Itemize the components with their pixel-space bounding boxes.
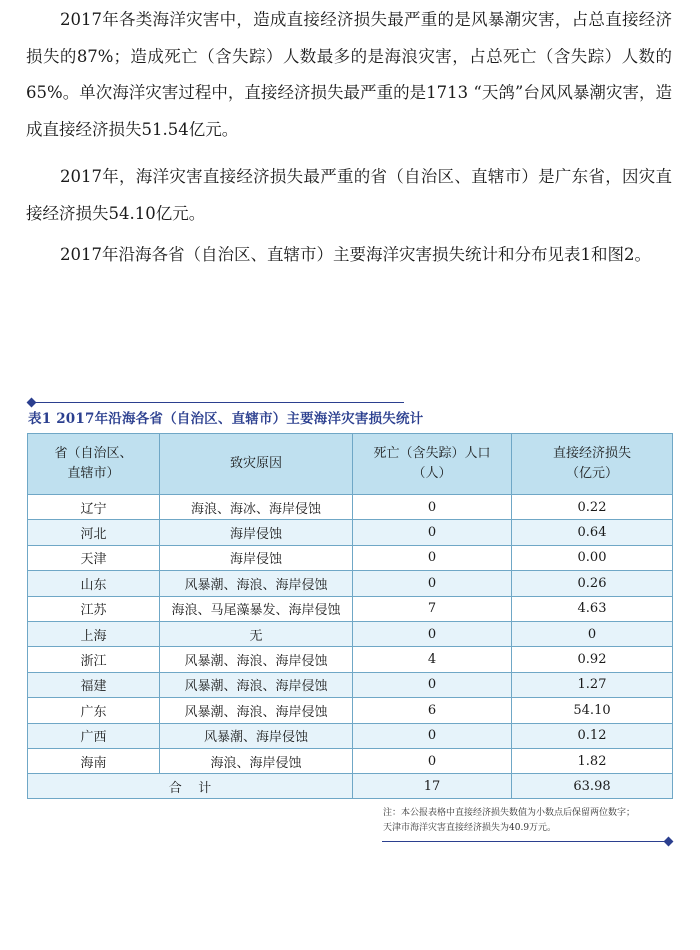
table-row: [28, 571, 673, 596]
cell-cause: 无: [160, 621, 353, 646]
cell-cause: 海浪、海岸侵蚀: [160, 748, 353, 773]
header-province: [28, 434, 160, 495]
cell-province: 浙江: [28, 647, 160, 672]
total-loss: 63.98: [512, 774, 673, 799]
note-line-2: 天津市海洋灾害直接经济损失为40.9万元。: [383, 823, 557, 833]
header-deaths-label: 死亡（含失踪）人口（人）: [373, 446, 491, 481]
table-caption: 表1 2017年沿海各省（自治区、直辖市）主要海洋灾害损失统计: [28, 411, 424, 427]
cell-cause: 风暴潮、海浪、海岸侵蚀: [160, 571, 353, 596]
loss-table: [27, 433, 673, 799]
cell-deaths: 7: [353, 596, 512, 621]
cell-deaths: 0: [353, 621, 512, 646]
total-label: 合 计: [28, 774, 353, 799]
cell-province: 辽宁: [28, 495, 160, 520]
cell-deaths: 0: [353, 672, 512, 697]
cell-province: 上海: [28, 621, 160, 646]
cell-deaths: 6: [353, 698, 512, 723]
table-row: [28, 723, 673, 748]
cell-loss: 0.00: [512, 545, 673, 570]
header-deaths: [353, 434, 512, 495]
cell-deaths: 0: [353, 571, 512, 596]
table-row: [28, 748, 673, 773]
cell-province: 海南: [28, 748, 160, 773]
header-cause: 致灾原因: [160, 434, 353, 495]
note-line-1: 注：本公报表格中直接经济损失数值为小数点后保留两位数字；: [383, 808, 636, 818]
cell-province: 福建: [28, 672, 160, 697]
cell-loss: 0: [512, 621, 673, 646]
cell-province: 广西: [28, 723, 160, 748]
cell-province: 河北: [28, 520, 160, 545]
cell-cause: 海岸侵蚀: [160, 545, 353, 570]
cell-loss: 0.92: [512, 647, 673, 672]
cell-cause: 海岸侵蚀: [160, 520, 353, 545]
cell-cause: 海浪、马尾藻暴发、海岸侵蚀: [160, 596, 353, 621]
cell-deaths: 0: [353, 748, 512, 773]
cell-cause: 风暴潮、海浪、海岸侵蚀: [160, 698, 353, 723]
cell-province: 广东: [28, 698, 160, 723]
cell-loss: 0.12: [512, 723, 673, 748]
body-paragraph-3: 2017年沿海各省（自治区、直辖市）主要海洋灾害损失统计和分布见表1和图2。: [60, 245, 651, 264]
table-row: [28, 596, 673, 621]
cell-loss: 1.27: [512, 672, 673, 697]
cell-loss: 1.82: [512, 748, 673, 773]
cell-cause: 风暴潮、海浪、海岸侵蚀: [160, 672, 353, 697]
table-row: [28, 621, 673, 646]
table-row: [28, 672, 673, 697]
cell-deaths: 4: [353, 647, 512, 672]
body-paragraph-2: 2017年，海洋灾害直接经济损失最严重的省（自治区、直辖市）是广东省，因灾直接经济损失54.10亿元。: [26, 167, 672, 223]
cell-deaths: 0: [353, 723, 512, 748]
table-header-row: [28, 434, 673, 495]
cell-cause: 风暴潮、海岸侵蚀: [160, 723, 353, 748]
cell-loss: 0.64: [512, 520, 673, 545]
cell-province: 山东: [28, 571, 160, 596]
cell-cause: 风暴潮、海浪、海岸侵蚀: [160, 647, 353, 672]
cell-loss: 4.63: [512, 596, 673, 621]
header-loss-label: 直接经济损失（亿元）: [552, 446, 631, 481]
cell-deaths: 0: [353, 520, 512, 545]
table-row: [28, 647, 673, 672]
table-row: [28, 698, 673, 723]
table-row: [28, 545, 673, 570]
cell-deaths: 0: [353, 545, 512, 570]
header-province-label: 省（自治区、直辖市）: [54, 446, 133, 481]
note-diamond-ornament: [664, 837, 674, 847]
caption-rule: [32, 402, 404, 403]
cell-province: 江苏: [28, 596, 160, 621]
header-loss: [512, 434, 673, 495]
cell-cause: 海浪、海冰、海岸侵蚀: [160, 495, 353, 520]
table-total-row: [28, 774, 673, 799]
table-note: [383, 806, 683, 836]
note-rule: [382, 841, 667, 842]
body-paragraph-1: 2017年各类海洋灾害中，造成直接经济损失最严重的是风暴潮灾害，占总直接经济损失的87%；造成死亡（含失踪）人数最多的是海浪灾害，占总死亡（含失踪）人数的65%。单次海洋灾害过程中，直接经济损失最严重的是1713 “天鸽”台风风暴潮灾害，造成直接经济损失51.54亿元。: [26, 10, 672, 139]
cell-loss: 0.22: [512, 495, 673, 520]
total-deaths: 17: [353, 774, 512, 799]
cell-province: 天津: [28, 545, 160, 570]
table-row: [28, 495, 673, 520]
cell-deaths: 0: [353, 495, 512, 520]
cell-loss: 54.10: [512, 698, 673, 723]
table-row: [28, 520, 673, 545]
cell-loss: 0.26: [512, 571, 673, 596]
